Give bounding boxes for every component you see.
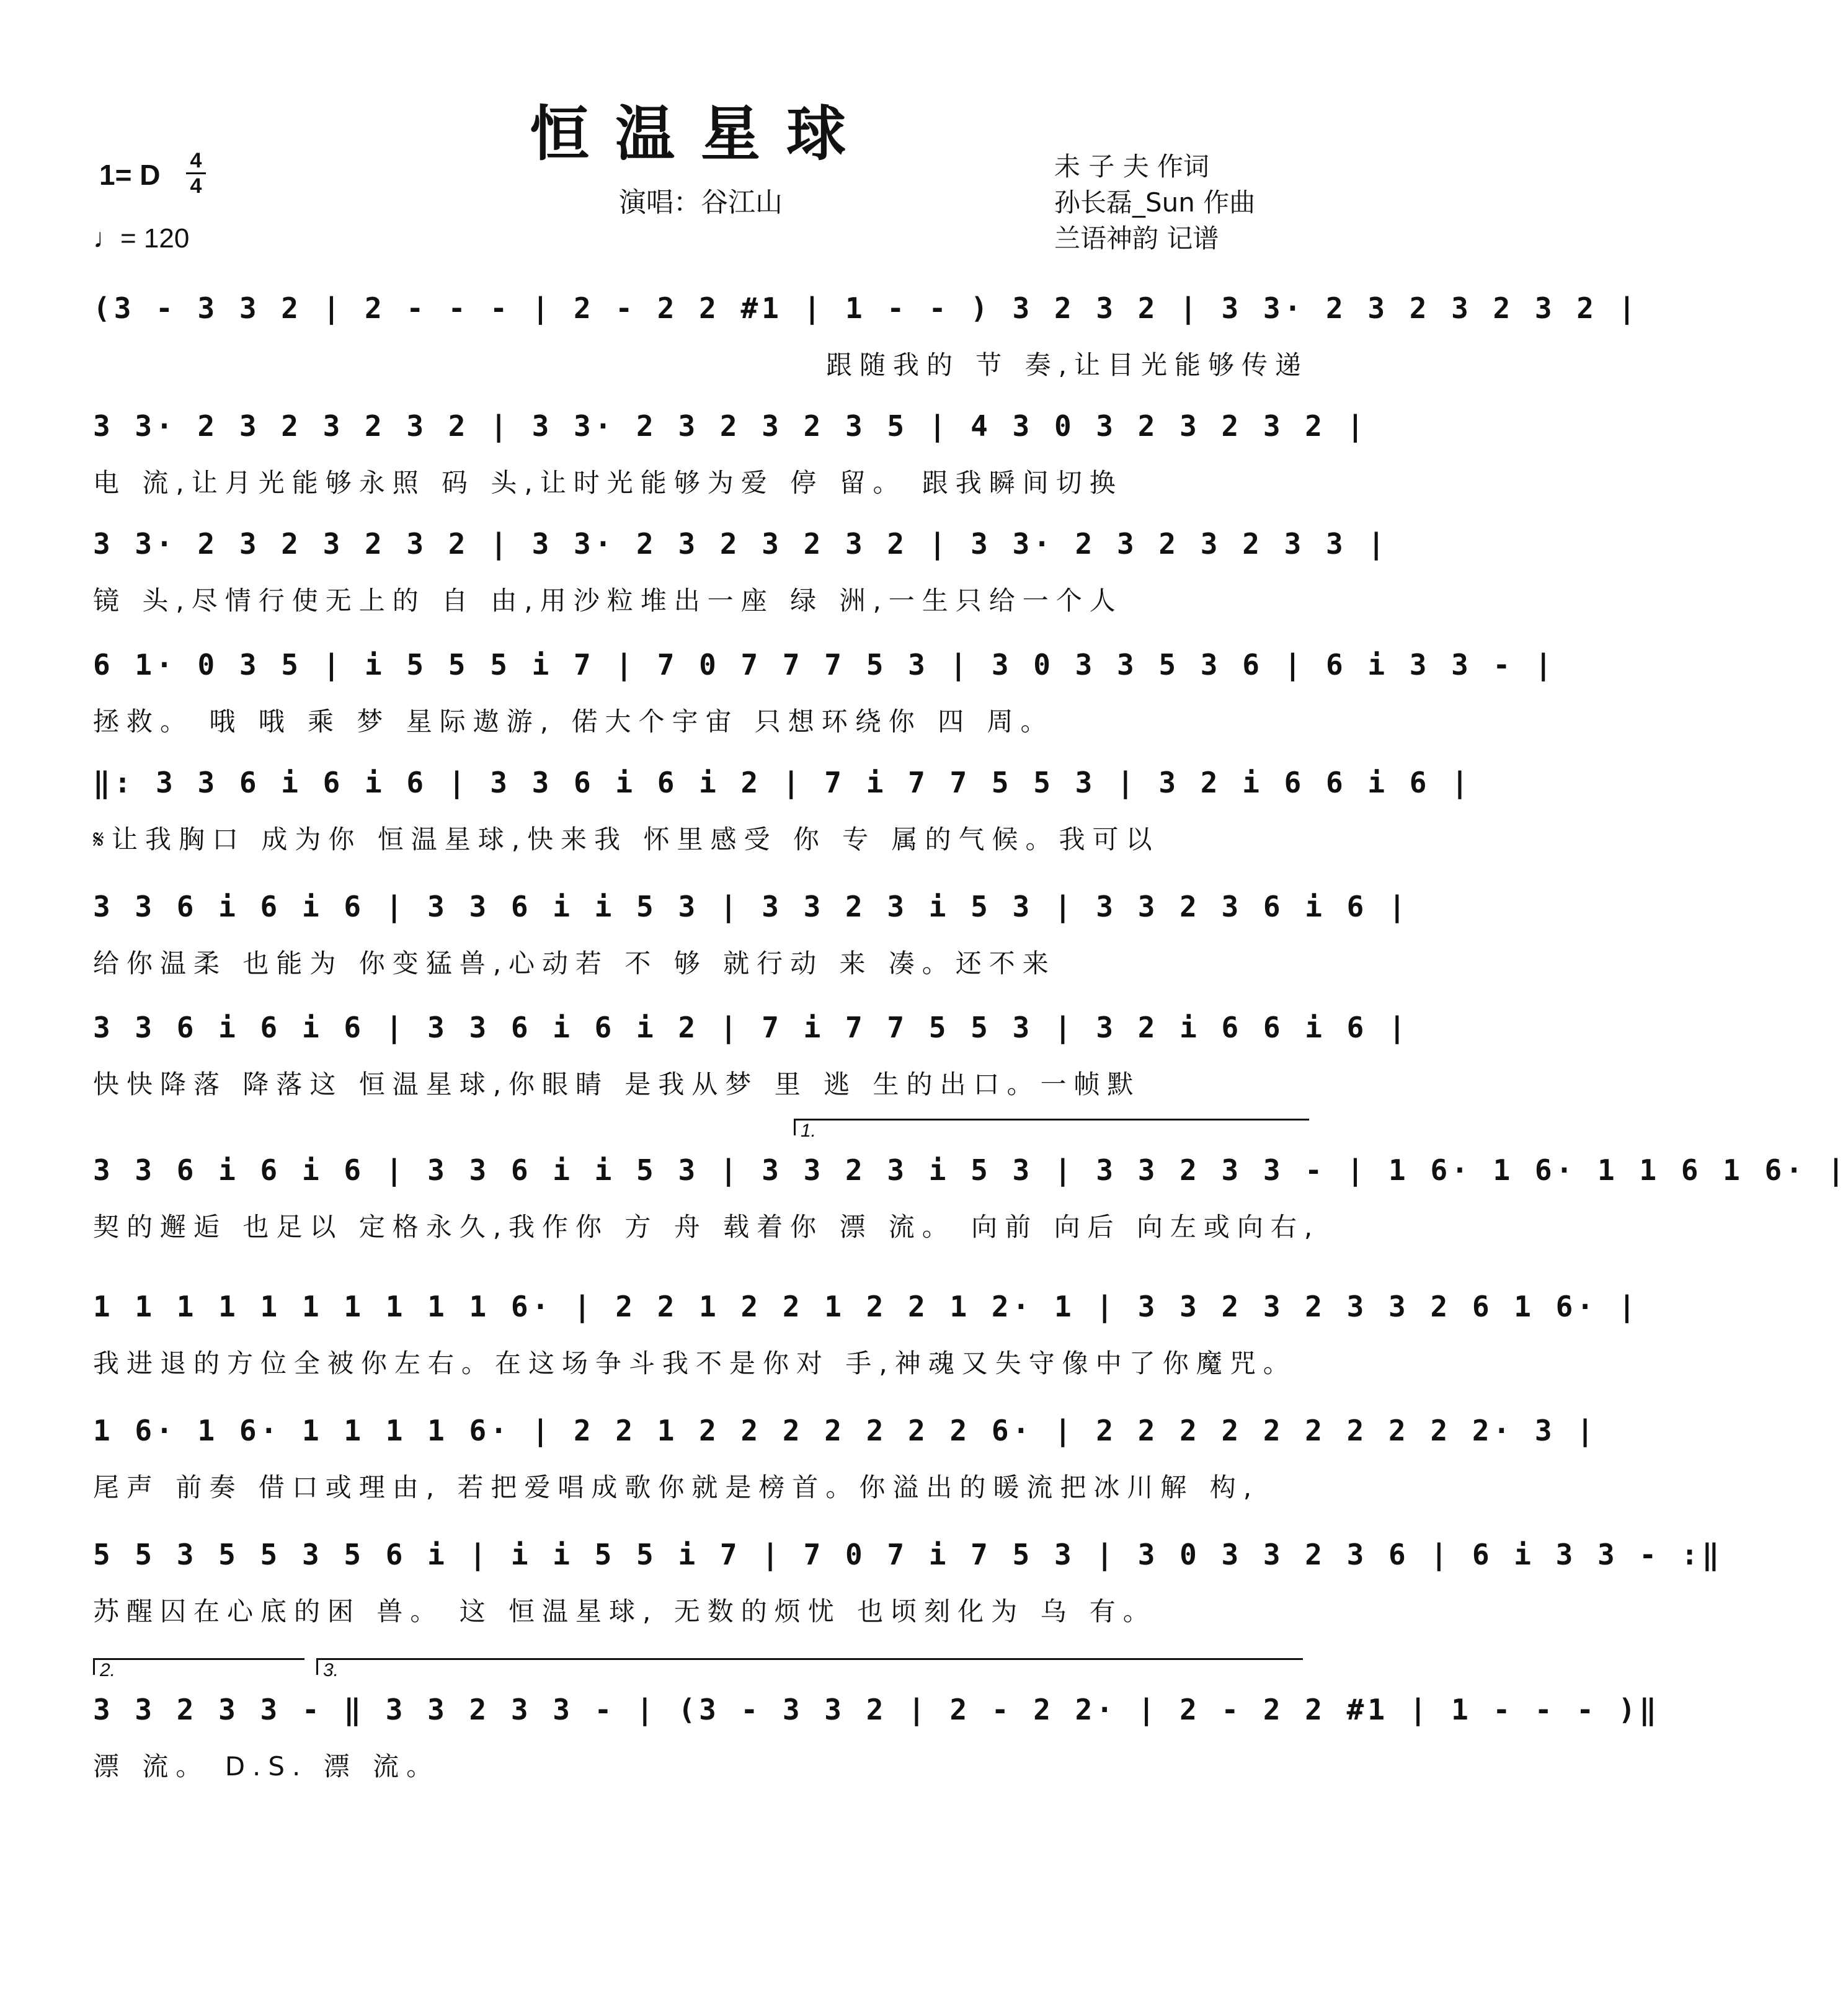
- notation-row: 3 3 6 i 6 i 6 | 3 3 6 i i 5 3 | 3 3 2 3 i 5 3 | 3 3 2 3 6 i 6 |: [93, 890, 1410, 923]
- notation-row: 3 3 2 3 3 - ‖ 3 3 2 3 3 - | (3 - 3 3 2 | 2 - 2 2· | 2 - 2 2 #1 | 1 - - - )‖: [93, 1693, 1661, 1726]
- notation-row: ‖: 3 3 6 i 6 i 6 | 3 3 6 i 6 i 2 | 7 i 7 7 5 5 3 | 3 2 i 6 6 i 6 |: [93, 766, 1472, 799]
- lyrics-row: 契的邂逅 也足以 定格永久,我作你 方 舟 载着你 漂 流。 向前 向后 向左或向右,: [93, 1212, 1320, 1242]
- volta-2: 2.: [93, 1658, 304, 1675]
- lyrics-row: 跟随我的 节 奏,让目光能够传递: [825, 350, 1308, 380]
- volta-1: 1.: [794, 1119, 1309, 1135]
- notation-row: 3 3 6 i 6 i 6 | 3 3 6 i i 5 3 | 3 3 2 3 i 5 3 | 3 3 2 3 3 - | 1 6· 1 6· 1 1 6 1 6· |: [93, 1153, 1848, 1187]
- lyrics-row: 我进退的方位全被你左右。在这场争斗我不是你对 手,神魂又失守像中了你魔咒。: [93, 1348, 1297, 1378]
- lyrics-row: 镜 头,尽情行使无上的 自 由,用沙粒堆出一座 绿 洲,一生只给一个人: [93, 585, 1123, 616]
- lyrics-row: 苏醒囚在心底的困 兽。 这 恒温星球, 无数的烦忧 也顷刻化为 乌 有。: [93, 1596, 1157, 1627]
- tempo-mark: ♩= 120: [93, 223, 190, 254]
- notation-row: 1 6· 1 6· 1 1 1 1 6· | 2 2 1 2 2 2 2 2 2 2 6· | 2 2 2 2 2 2 2 2 2 2· 3 |: [93, 1414, 1597, 1447]
- lyrics-row: 给你温柔 也能为 你变猛兽,心动若 不 够 就行动 来 凑。还不来: [93, 948, 1056, 979]
- lyricist-credit: 未 子 夫 作词: [1054, 151, 1210, 182]
- notation-row: (3 - 3 3 2 | 2 - - - | 2 - 2 2 #1 | 1 - - ) 3 2 3 2 | 3 3· 2 3 2 3 2 3 2 |: [93, 291, 1640, 325]
- lyrics-row: 漂 流。 D.S. 漂 流。: [93, 1751, 440, 1782]
- notation-row: 3 3 6 i 6 i 6 | 3 3 6 i 6 i 2 | 7 i 7 7 5 5 3 | 3 2 i 6 6 i 6 |: [93, 1011, 1410, 1044]
- lyrics-row: 尾声 前奏 借口或理由, 若把爱唱成歌你就是榜首。你溢出的暖流把冰川解 构,: [93, 1472, 1259, 1502]
- notation-row: 3 3· 2 3 2 3 2 3 2 | 3 3· 2 3 2 3 2 3 5 | 4 3 0 3 2 3 2 3 2 |: [93, 409, 1368, 443]
- notation-row: 1 1 1 1 1 1 1 1 1 1 6· | 2 2 1 2 2 1 2 2 1 2· 1 | 3 3 2 3 2 3 3 2 6 1 6· |: [93, 1290, 1640, 1323]
- composer-credit: 孙长磊_Sun 作曲: [1054, 187, 1256, 218]
- lyrics-row: 电 流,让月光能够永照 码 头,让时光能够为爱 停 留。 跟我瞬间切换: [93, 468, 1123, 498]
- notation-row: 6 1· 0 3 5 | i 5 5 5 i 7 | 7 0 7 7 7 5 3 | 3 0 3 3 5 3 6 | 6 i 3 3 - |: [93, 648, 1556, 681]
- singer-credit: 演唱：谷江山: [619, 187, 783, 218]
- meter-bottom: 4: [190, 174, 202, 198]
- lyrics-row: 快快降落 降落这 恒温星球,你眼睛 是我从梦 里 逃 生的出口。一帧默: [93, 1069, 1141, 1099]
- meter-top: 4: [190, 149, 202, 172]
- credits: [1054, 149, 1255, 257]
- page-bottom-margin: [0, 1860, 1402, 1861]
- lyrics-row: 拯救。 哦 哦 乘 梦 星际遨游, 偌大个宇宙 只想环绕你 四 周。: [93, 706, 1054, 737]
- lyrics-row: 𝄋让我胸口 成为你 恒温星球,快来我 怀里感受 你 专 属的气候。我可以: [93, 824, 1160, 854]
- notation-row: 5 5 3 5 5 3 5 6 i | i i 5 5 i 7 | 7 0 7 i 7 5 3 | 3 0 3 3 2 3 6 | 6 i 3 3 - :‖: [93, 1538, 1723, 1571]
- key-signature: 1= D: [99, 159, 161, 191]
- volta-3: 3.: [316, 1658, 1303, 1675]
- notation-row: 3 3· 2 3 2 3 2 3 2 | 3 3· 2 3 2 3 2 3 2 | 3 3· 2 3 2 3 2 3 3 |: [93, 527, 1389, 561]
- transcriber-credit: 兰语神韵 记谱: [1054, 223, 1219, 254]
- song-title: 恒温星球: [530, 99, 872, 169]
